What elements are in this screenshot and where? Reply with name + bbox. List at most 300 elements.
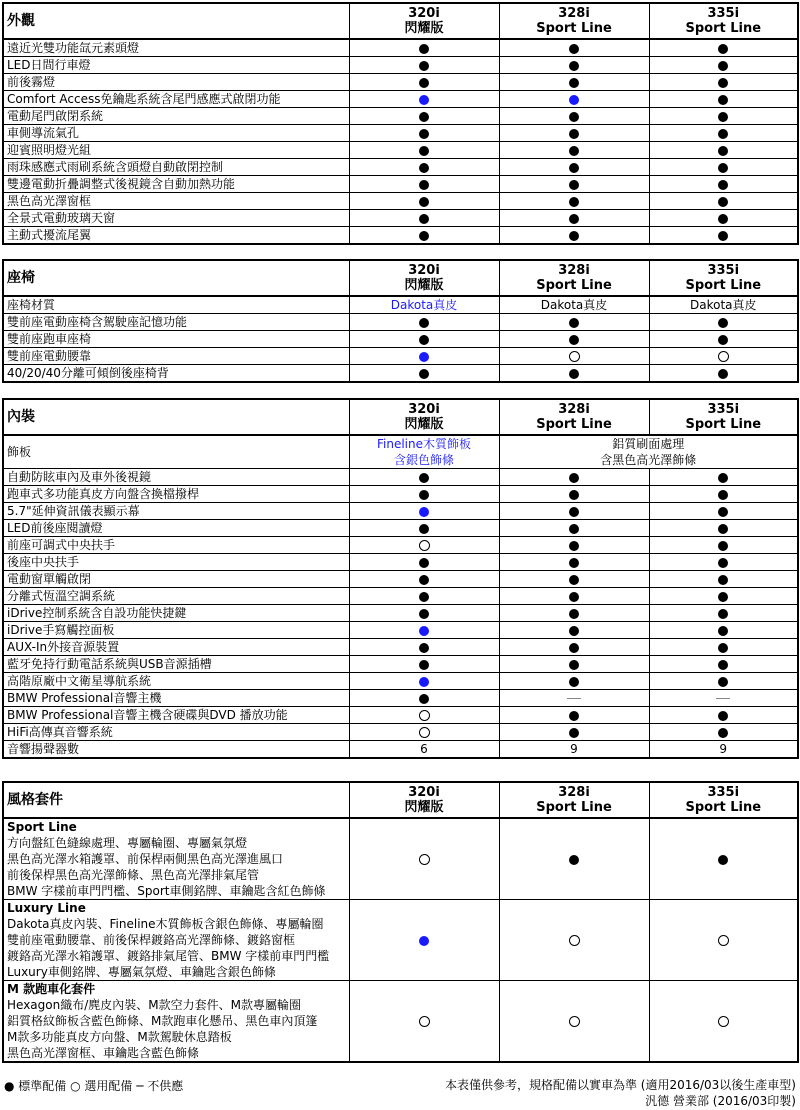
- spec-label: 黑色高光澤窗框: [3, 193, 349, 210]
- standard-dot-icon: [569, 318, 579, 328]
- spec-table-1: [2, 259, 799, 383]
- spec-row: [3, 656, 798, 673]
- package-title: Sport Line: [7, 820, 77, 834]
- standard-dot-icon: [419, 660, 429, 670]
- spec-table-0: [2, 2, 799, 245]
- spec-label: AUX-In外接音源裝置: [3, 639, 349, 656]
- spec-value-cell: [499, 314, 649, 331]
- standard-dot-icon: [419, 609, 429, 619]
- optional-circle-icon: [718, 1016, 729, 1027]
- spec-value-cell: [349, 724, 499, 741]
- spec-row: [3, 159, 798, 176]
- standard-dot-icon: [569, 214, 579, 224]
- spec-label: 雙前座跑車座椅: [3, 331, 349, 348]
- spec-value-cell: [349, 125, 499, 142]
- spec-value-cell: [649, 159, 798, 176]
- spec-value-cell: [649, 690, 798, 707]
- spec-row: [3, 331, 798, 348]
- spec-label: iDrive手寫觸控面板: [3, 622, 349, 639]
- standard-dot-icon: [718, 231, 728, 241]
- standard-dot-icon: [419, 524, 429, 534]
- spec-label: 全景式電動玻璃天窗: [3, 210, 349, 227]
- spec-row: [3, 690, 798, 707]
- spec-value-cell: [649, 724, 798, 741]
- spec-value-cell: [349, 622, 499, 639]
- standard-dot-icon: [718, 609, 728, 619]
- spec-row: [3, 571, 798, 588]
- spec-value-cell: [349, 331, 499, 348]
- standard-dot-icon: [419, 214, 429, 224]
- spec-row: [3, 296, 798, 314]
- spec-value-cell: [499, 981, 649, 1063]
- upgrade-dot-icon: [419, 936, 429, 946]
- trim-row: [3, 435, 798, 469]
- standard-dot-icon: [419, 643, 429, 653]
- spec-row: [3, 486, 798, 503]
- spec-value-cell: [349, 91, 499, 108]
- standard-dot-icon: [419, 197, 429, 207]
- spec-value-cell: [649, 520, 798, 537]
- model-variant: Sport Line: [685, 800, 762, 815]
- spec-value-cell: [349, 210, 499, 227]
- standard-dot-icon: [718, 473, 728, 483]
- spec-value-cell: [649, 707, 798, 724]
- spec-value-cell: [649, 74, 798, 91]
- standard-dot-icon: [718, 558, 728, 568]
- standard-dot-icon: [718, 711, 728, 721]
- model-header: [499, 260, 649, 296]
- spec-value-cell: [349, 554, 499, 571]
- standard-dot-icon: [419, 180, 429, 190]
- spec-value-cell: [649, 57, 798, 74]
- spec-label: 藍牙免持行動電話系統與USB音源插槽: [3, 656, 349, 673]
- standard-dot-icon: [718, 626, 728, 636]
- spec-label: 座椅材質: [3, 296, 349, 314]
- optional-circle-icon: [569, 935, 580, 946]
- spec-label: 自動防眩車內及車外後視鏡: [3, 469, 349, 486]
- spec-value-cell: [349, 571, 499, 588]
- standard-dot-icon: [419, 318, 429, 328]
- trim-value-sport: [499, 435, 798, 469]
- package-description: [3, 981, 349, 1063]
- footnote-disclaimer: 本表僅供參考，規格配備以實車為準 (適用2016/03以後生產車型): [444, 1078, 796, 1092]
- spec-value-cell: [649, 210, 798, 227]
- standard-dot-icon: [718, 507, 728, 517]
- spec-label: 前座可調式中央扶手: [3, 537, 349, 554]
- spec-value-cell: [649, 981, 798, 1063]
- spec-value-cell: [499, 656, 649, 673]
- optional-circle-icon: [419, 1016, 430, 1027]
- spec-value-cell: [349, 537, 499, 554]
- model-variant: 閃耀版: [404, 417, 444, 432]
- spec-value-cell: [499, 57, 649, 74]
- standard-dot-icon: [569, 490, 579, 500]
- spec-row: [3, 314, 798, 331]
- spec-value-cell: [499, 348, 649, 365]
- package-row: [3, 900, 798, 981]
- package-line: 黑色高光澤水箱護罩、前保桿兩側黑色高光澤進風口: [7, 852, 284, 866]
- model-variant: Sport Line: [536, 417, 612, 432]
- spec-value-cell: [499, 537, 649, 554]
- spec-label: 前後霧燈: [3, 74, 349, 91]
- spec-row: [3, 639, 798, 656]
- model-variant: Sport Line: [536, 278, 612, 293]
- spec-value-cell: [649, 142, 798, 159]
- optional-circle-icon: [419, 710, 430, 721]
- spec-value-cell: [649, 193, 798, 210]
- section-title: 座椅: [3, 260, 349, 296]
- spec-value-cell: [649, 622, 798, 639]
- spec-value-cell: [349, 605, 499, 622]
- model-header: [349, 399, 499, 435]
- standard-dot-icon: [569, 728, 579, 738]
- not-available-dash-icon: [567, 698, 581, 699]
- standard-dot-icon: [419, 694, 429, 704]
- model-variant: Sport Line: [685, 21, 762, 36]
- spec-row: [3, 469, 798, 486]
- standard-dot-icon: [419, 335, 429, 345]
- model-name: 328i: [558, 785, 590, 800]
- standard-dot-icon: [569, 61, 579, 71]
- standard-dot-icon: [718, 524, 728, 534]
- spec-value-cell: [649, 108, 798, 125]
- spec-label: 40/20/40分離可傾倒後座椅背: [3, 365, 349, 383]
- optional-circle-icon: [718, 351, 729, 362]
- standard-dot-icon: [718, 146, 728, 156]
- spec-value-text: Dakota真皮: [349, 296, 499, 314]
- standard-dot-icon: [718, 163, 728, 173]
- spec-row: [3, 193, 798, 210]
- spec-label: LED前後座閱讀燈: [3, 520, 349, 537]
- spec-value-cell: [649, 176, 798, 193]
- spec-value-cell: [649, 331, 798, 348]
- standard-dot-icon: [718, 541, 728, 551]
- spec-row: [3, 227, 798, 245]
- standard-dot-icon: [569, 609, 579, 619]
- not-available-dash-icon: [716, 698, 730, 699]
- spec-value-cell: [349, 486, 499, 503]
- package-line: 鋁質格紋飾板含藍色飾條、M款跑車化懸吊、黑色車內頂篷: [7, 1014, 318, 1028]
- spec-value-text: 9: [649, 741, 798, 759]
- spec-label: 迎賓照明燈光組: [3, 142, 349, 159]
- model-variant: 閃耀版: [404, 21, 444, 36]
- section-header-row: [3, 260, 798, 296]
- standard-dot-icon: [419, 78, 429, 88]
- spec-row: [3, 622, 798, 639]
- spec-row: [3, 39, 798, 57]
- standard-dot-icon: [569, 231, 579, 241]
- package-line: 前後保桿黑色高光澤飾條、黑色高光澤排氣尾管: [7, 868, 260, 882]
- spec-value-cell: [349, 39, 499, 57]
- spec-label: 遠近光雙功能氙元素頭燈: [3, 39, 349, 57]
- spec-value-cell: [499, 331, 649, 348]
- footnote-dealer: 汎德 營業部 (2016/03印製): [645, 1094, 796, 1108]
- spec-value-cell: [499, 900, 649, 981]
- standard-dot-icon: [718, 643, 728, 653]
- spec-value-text: Dakota真皮: [499, 296, 649, 314]
- spec-table-2: [2, 398, 799, 759]
- spec-value-cell: [499, 554, 649, 571]
- spec-label: 車側導流氣孔: [3, 125, 349, 142]
- package-line: BMW 字樣前車門門檻、Sport車側銘牌、車鑰匙含紅色飾條: [7, 884, 326, 898]
- standard-dot-icon: [569, 626, 579, 636]
- model-variant: 閃耀版: [404, 278, 444, 293]
- spec-label: BMW Professional音響主機含硬碟與DVD 播放功能: [3, 707, 349, 724]
- model-name: 328i: [558, 402, 590, 417]
- spec-value-cell: [499, 520, 649, 537]
- spec-value-cell: [499, 673, 649, 690]
- spec-value-cell: [499, 125, 649, 142]
- optional-circle-icon: [419, 854, 430, 865]
- spec-value-cell: [349, 57, 499, 74]
- spec-value-cell: [349, 588, 499, 605]
- spec-value-cell: [649, 673, 798, 690]
- spec-label: HiFi高傳真音響系統: [3, 724, 349, 741]
- spec-value-cell: [499, 227, 649, 245]
- standard-dot-icon: [569, 524, 579, 534]
- upgrade-dot-icon: [419, 677, 429, 687]
- spec-value-cell: [499, 571, 649, 588]
- spec-value-cell: [499, 210, 649, 227]
- standard-dot-icon: [718, 180, 728, 190]
- model-name: 328i: [558, 6, 590, 21]
- spec-value-cell: [649, 554, 798, 571]
- standard-dot-icon: [419, 112, 429, 122]
- standard-dot-icon: [718, 197, 728, 207]
- model-name: 335i: [707, 402, 740, 417]
- spec-value-cell: [649, 588, 798, 605]
- upgrade-dot-icon: [419, 352, 429, 362]
- package-title: M 款跑車化套件: [7, 982, 96, 996]
- standard-dot-icon: [718, 44, 728, 54]
- spec-value-cell: [649, 818, 798, 900]
- spec-row: [3, 176, 798, 193]
- spec-value-cell: [349, 108, 499, 125]
- spec-value-cell: [499, 142, 649, 159]
- package-line: M款多功能真皮方向盤、M款駕駛休息踏板: [7, 1030, 232, 1044]
- spec-value-cell: [349, 503, 499, 520]
- standard-dot-icon: [718, 214, 728, 224]
- model-variant: Sport Line: [536, 21, 612, 36]
- spec-value-cell: [349, 900, 499, 981]
- spec-value-cell: [349, 176, 499, 193]
- spec-value-cell: [649, 39, 798, 57]
- spec-row: [3, 108, 798, 125]
- spec-value-cell: [499, 365, 649, 383]
- spec-value-cell: [349, 639, 499, 656]
- spec-value-cell: [349, 348, 499, 365]
- footnotes: [445, 1077, 796, 1109]
- model-variant: 閃耀版: [404, 800, 444, 815]
- spec-label: 5.7"延伸資訊儀表顯示幕: [3, 503, 349, 520]
- optional-circle-icon: [419, 540, 430, 551]
- model-header: [499, 399, 649, 435]
- spec-value-cell: [649, 227, 798, 245]
- spec-value-cell: [649, 348, 798, 365]
- standard-dot-icon: [569, 180, 579, 190]
- standard-dot-icon: [419, 558, 429, 568]
- upgrade-dot-icon: [569, 95, 579, 105]
- spec-row: [3, 365, 798, 383]
- spec-value-cell: [649, 469, 798, 486]
- spec-value-cell: [349, 520, 499, 537]
- standard-dot-icon: [569, 592, 579, 602]
- spec-label: 飾板: [3, 435, 349, 469]
- spec-value-cell: [649, 537, 798, 554]
- standard-dot-icon: [718, 660, 728, 670]
- spec-value-cell: [349, 142, 499, 159]
- spec-label: 雙前座電動腰靠: [3, 348, 349, 365]
- standard-dot-icon: [419, 369, 429, 379]
- spec-label: 跑車式多功能真皮方向盤含換檔撥桿: [3, 486, 349, 503]
- spec-label: 雙前座電動座椅含駕駛座記憶功能: [3, 314, 349, 331]
- standard-dot-icon: [718, 129, 728, 139]
- spec-value-cell: [349, 981, 499, 1063]
- package-line: 方向盤紅色縫線處理、專屬輪圈、專屬氣氛燈: [7, 836, 248, 850]
- spec-row: [3, 588, 798, 605]
- standard-dot-icon: [569, 335, 579, 345]
- model-name: 328i: [558, 263, 590, 278]
- model-name: 320i: [408, 263, 440, 278]
- model-name: 335i: [707, 785, 740, 800]
- standard-dot-icon: [569, 541, 579, 551]
- spec-value-cell: [499, 193, 649, 210]
- spec-label: iDrive控制系統含自設功能快捷鍵: [3, 605, 349, 622]
- standard-dot-icon: [718, 490, 728, 500]
- standard-dot-icon: [569, 711, 579, 721]
- model-name: 335i: [707, 263, 740, 278]
- model-name: 335i: [707, 6, 740, 21]
- package-line: Dakota真皮內裝、Fineline木質飾板含銀色飾條、專屬輪圈: [7, 917, 324, 931]
- trim-line: Fineline木質飾板: [376, 437, 471, 451]
- standard-dot-icon: [419, 231, 429, 241]
- spec-value-cell: [349, 74, 499, 91]
- spec-value-cell: [649, 91, 798, 108]
- spec-value-cell: [649, 571, 798, 588]
- spec-label: 音響揚聲器數: [3, 741, 349, 759]
- spec-row: [3, 91, 798, 108]
- spec-value-cell: [349, 673, 499, 690]
- spec-label: LED日間行車燈: [3, 57, 349, 74]
- standard-dot-icon: [718, 95, 728, 105]
- spec-value-cell: [349, 159, 499, 176]
- spec-value-cell: [499, 503, 649, 520]
- spec-table-3: [2, 781, 799, 1063]
- spec-value-cell: [349, 818, 499, 900]
- spec-row: [3, 348, 798, 365]
- section-title: 內裝: [3, 399, 349, 435]
- package-row: [3, 818, 798, 900]
- spec-value-cell: [499, 818, 649, 900]
- standard-dot-icon: [419, 61, 429, 71]
- spec-row: [3, 605, 798, 622]
- standard-dot-icon: [569, 197, 579, 207]
- standard-dot-icon: [569, 660, 579, 670]
- spec-row: [3, 741, 798, 759]
- spec-label: 電動窗單觸啟閉: [3, 571, 349, 588]
- standard-dot-icon: [419, 490, 429, 500]
- model-name: 320i: [408, 402, 440, 417]
- model-header: [349, 3, 499, 39]
- standard-dot-icon: [419, 575, 429, 585]
- model-variant: Sport Line: [536, 800, 612, 815]
- package-row: [3, 981, 798, 1063]
- spec-label: 雙邊電動折疊調整式後視鏡含自動加熱功能: [3, 176, 349, 193]
- model-header: [499, 3, 649, 39]
- section-header-row: [3, 782, 798, 818]
- spec-row: [3, 537, 798, 554]
- standard-dot-icon: [718, 61, 728, 71]
- standard-dot-icon: [718, 575, 728, 585]
- spec-value-cell: [499, 91, 649, 108]
- standard-dot-icon: [569, 643, 579, 653]
- spec-value-cell: [349, 690, 499, 707]
- spec-row: [3, 673, 798, 690]
- standard-dot-icon: [718, 369, 728, 379]
- spec-row: [3, 57, 798, 74]
- standard-dot-icon: [419, 592, 429, 602]
- spec-value-cell: [649, 125, 798, 142]
- optional-circle-icon: [569, 1016, 580, 1027]
- standard-dot-icon: [718, 677, 728, 687]
- spec-label: BMW Professional音響主機: [3, 690, 349, 707]
- spec-value-text: Dakota真皮: [649, 296, 798, 314]
- spec-value-cell: [349, 707, 499, 724]
- spec-row: [3, 503, 798, 520]
- spec-value-cell: [649, 503, 798, 520]
- spec-value-cell: [649, 900, 798, 981]
- upgrade-dot-icon: [419, 95, 429, 105]
- standard-dot-icon: [569, 575, 579, 585]
- spec-value-cell: [499, 639, 649, 656]
- spec-value-cell: [349, 227, 499, 245]
- standard-dot-icon: [718, 78, 728, 88]
- model-header: [349, 782, 499, 818]
- spec-value-cell: [649, 365, 798, 383]
- standard-dot-icon: [569, 112, 579, 122]
- section-title: 風格套件: [3, 782, 349, 818]
- model-header: [649, 399, 798, 435]
- package-line: 黑色高光澤窗框、車鑰匙含藍色飾條: [7, 1046, 200, 1060]
- standard-dot-icon: [419, 473, 429, 483]
- spec-value-cell: [499, 605, 649, 622]
- spec-value-cell: [499, 39, 649, 57]
- section-header-row: [3, 3, 798, 39]
- standard-dot-icon: [569, 473, 579, 483]
- spec-value-cell: [349, 656, 499, 673]
- spec-row: [3, 707, 798, 724]
- standard-dot-icon: [718, 335, 728, 345]
- package-line: Hexagon織布/麂皮內裝、M款空力套件、M款專屬輪圈: [7, 998, 301, 1012]
- spec-row: [3, 125, 798, 142]
- spec-value-cell: [499, 108, 649, 125]
- package-description: [3, 900, 349, 981]
- model-header: [499, 782, 649, 818]
- spec-value-cell: [349, 469, 499, 486]
- spec-label: 高階原廠中文衛星導航系統: [3, 673, 349, 690]
- standard-dot-icon: [569, 163, 579, 173]
- standard-dot-icon: [569, 677, 579, 687]
- package-description: [3, 818, 349, 900]
- spec-label: 主動式擾流尾翼: [3, 227, 349, 245]
- upgrade-dot-icon: [419, 507, 429, 517]
- standard-dot-icon: [419, 146, 429, 156]
- standard-dot-icon: [569, 558, 579, 568]
- spec-value-cell: [499, 588, 649, 605]
- trim-line: 含銀色飾條: [393, 453, 454, 467]
- standard-dot-icon: [569, 129, 579, 139]
- model-header: [649, 3, 798, 39]
